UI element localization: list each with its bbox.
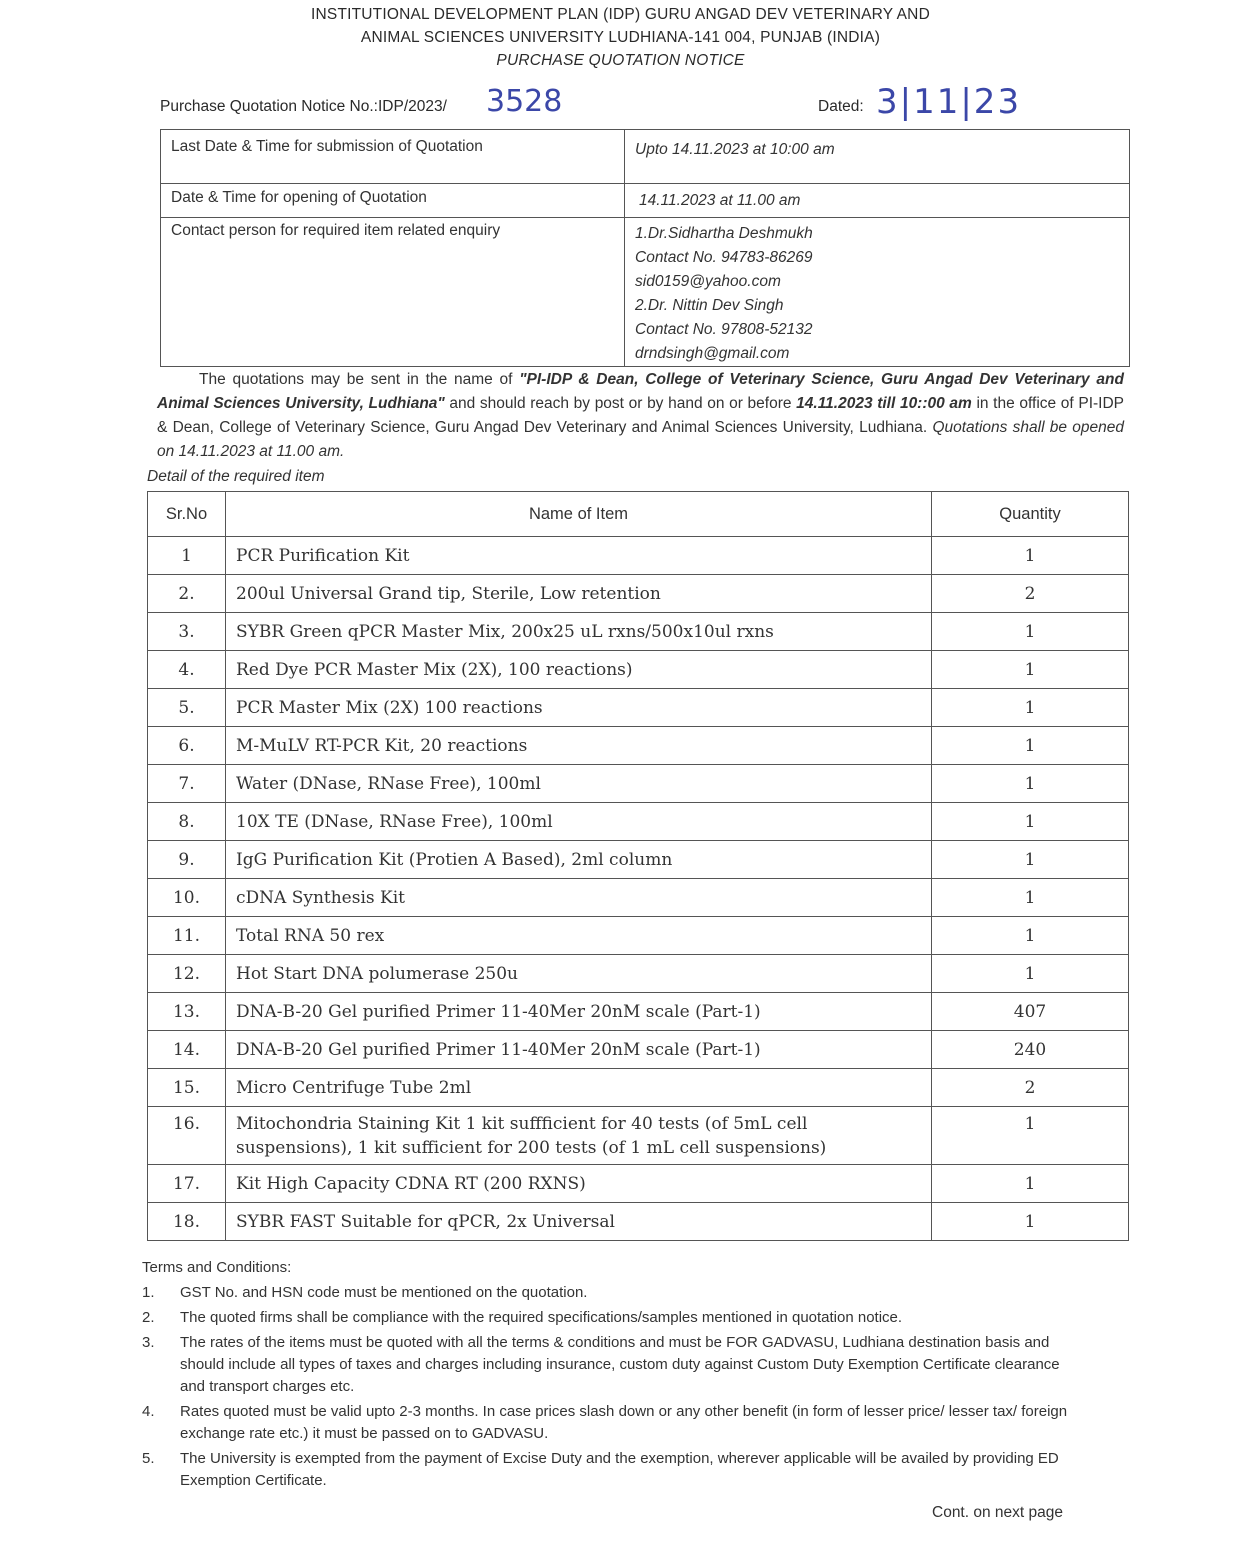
term-item [142, 1332, 1082, 1398]
item-row [148, 917, 1129, 955]
item-sr-no: 13. [148, 993, 226, 1031]
item-name: Micro Centrifuge Tube 2ml [226, 1069, 932, 1107]
terms-list [142, 1282, 1082, 1495]
item-name: IgG Purification Kit (Protien A Based), 2ml column [226, 841, 932, 879]
item-row [148, 765, 1129, 803]
item-quantity: 1 [932, 803, 1129, 841]
item-row [148, 575, 1129, 613]
item-quantity: 1 [932, 727, 1129, 765]
detail-label: Detail of the required item [147, 468, 325, 485]
item-name: Total RNA 50 rex [226, 917, 932, 955]
item-quantity: 2 [932, 1069, 1129, 1107]
contact-line: Contact No. 94783-86269 [635, 249, 813, 266]
item-sr-no: 16. [148, 1107, 226, 1165]
item-sr-no: 6. [148, 727, 226, 765]
item-sr-no: 12. [148, 955, 226, 993]
term-item [142, 1282, 1082, 1304]
header-name-of-item: Name of Item [226, 492, 932, 537]
item-quantity: 1 [932, 613, 1129, 651]
term-text: The rates of the items must be quoted with all the terms & conditions and must be FOR GADVASU, Ludhiana destination basis and should include all types of taxes and charges including insurance, custom duty against Custom Duty Exemption Certificate clearance and transport charges etc. [180, 1334, 1060, 1395]
item-quantity: 240 [932, 1031, 1129, 1069]
item-sr-no: 5. [148, 689, 226, 727]
info-value [625, 218, 1130, 367]
header-line-2: ANIMAL SCIENCES UNIVERSITY LUDHIANA-141 004, PUNJAB (INDIA) [360, 29, 881, 46]
item-name: DNA-B-20 Gel purified Primer 11-40Mer 20nM scale (Part-1) [226, 993, 932, 1031]
info-label: Date & Time for opening of Quotation [161, 184, 625, 218]
item-sr-no: 14. [148, 1031, 226, 1069]
term-number: 2. [142, 1309, 155, 1326]
header-quantity: Quantity [932, 492, 1129, 537]
item-quantity: 407 [932, 993, 1129, 1031]
items-header-row [148, 492, 1129, 537]
info-row [161, 218, 1130, 367]
dated-label: Dated: [818, 98, 864, 115]
item-row [148, 993, 1129, 1031]
item-sr-no: 17. [148, 1165, 226, 1203]
item-quantity: 1 [932, 651, 1129, 689]
item-quantity: 1 [932, 841, 1129, 879]
term-text: GST No. and HSN code must be mentioned on the quotation. [180, 1284, 588, 1301]
info-table [160, 129, 1130, 367]
items-table [147, 491, 1129, 1241]
header-line-1: INSTITUTIONAL DEVELOPMENT PLAN (IDP) GURU ANGAD DEV VETERINARY AND [311, 6, 930, 23]
item-quantity: 1 [932, 955, 1129, 993]
item-name: SYBR Green qPCR Master Mix, 200x25 uL rxns/500x10ul rxns [226, 613, 932, 651]
notice-number-handwritten: 3528 [486, 84, 563, 119]
item-row [148, 1107, 1129, 1165]
item-name: SYBR FAST Suitable for qPCR, 2x Universal [226, 1203, 932, 1241]
item-sr-no: 7. [148, 765, 226, 803]
item-row [148, 1203, 1129, 1241]
item-name: Hot Start DNA polumerase 250u [226, 955, 932, 993]
item-row [148, 651, 1129, 689]
item-name: PCR Purification Kit [226, 537, 932, 575]
term-text: The quoted firms shall be compliance with the required specifications/samples mentioned in quotation notice. [180, 1309, 903, 1326]
terms-heading: Terms and Conditions: [142, 1259, 292, 1276]
term-text: Rates quoted must be valid upto 2-3 months. In case prices slash down or any other benefit (in form of lesser price/ lesser tax/ foreign exchange rate etc.) it must be passed on to GADVASU. [180, 1403, 1068, 1442]
item-name-line: suspensions), 1 kit sufficient for 200 tests (of 1 mL cell suspensions) [236, 1138, 827, 1158]
item-sr-no: 3. [148, 613, 226, 651]
info-row [161, 130, 1130, 184]
term-number: 3. [142, 1334, 155, 1351]
header-sr-no: Sr.No [148, 492, 226, 537]
info-value [625, 130, 1130, 184]
contact-line: 2.Dr. Nittin Dev Singh [635, 297, 784, 314]
info-value-line: 14.11.2023 at 11.00 am [639, 192, 801, 209]
item-row [148, 955, 1129, 993]
contact-line: sid0159@yahoo.com [635, 273, 781, 290]
term-item [142, 1401, 1082, 1445]
item-name: 10X TE (DNase, RNase Free), 100ml [226, 803, 932, 841]
para-deadline: 14.11.2023 till 10::00 am [796, 395, 972, 412]
item-quantity: 1 [932, 917, 1129, 955]
para-text-2: and should reach by post or by hand on or before [444, 395, 797, 412]
term-number: 5. [142, 1450, 155, 1467]
quotation-paragraph [157, 368, 1124, 464]
item-sr-no: 18. [148, 1203, 226, 1241]
item-sr-no: 11. [148, 917, 226, 955]
item-quantity: 1 [932, 689, 1129, 727]
date-handwritten: 3|11|23 [876, 82, 1022, 122]
item-name: Red Dye PCR Master Mix (2X), 100 reactions) [226, 651, 932, 689]
item-row [148, 1031, 1129, 1069]
item-quantity: 2 [932, 575, 1129, 613]
info-value [625, 184, 1130, 218]
item-sr-no: 1 [148, 537, 226, 575]
item-row [148, 537, 1129, 575]
item-name: Kit High Capacity CDNA RT (200 RXNS) [226, 1165, 932, 1203]
item-quantity: 1 [932, 879, 1129, 917]
item-row [148, 689, 1129, 727]
item-sr-no: 2. [148, 575, 226, 613]
contact-line: drndsingh@gmail.com [635, 345, 790, 362]
item-quantity: 1 [932, 765, 1129, 803]
item-quantity: 1 [932, 1203, 1129, 1241]
item-name: DNA-B-20 Gel purified Primer 11-40Mer 20nM scale (Part-1) [226, 1031, 932, 1069]
item-sr-no: 10. [148, 879, 226, 917]
para-text-1: The quotations may be sent in the name of [199, 371, 520, 388]
item-row [148, 1069, 1129, 1107]
item-name: PCR Master Mix (2X) 100 reactions [226, 689, 932, 727]
item-quantity: 1 [932, 1165, 1129, 1203]
item-row [148, 1165, 1129, 1203]
item-sr-no: 8. [148, 803, 226, 841]
item-name: Water (DNase, RNase Free), 100ml [226, 765, 932, 803]
item-row [148, 841, 1129, 879]
item-row [148, 879, 1129, 917]
para-text-3: in the office of PI-IDP & Dean, College of Veterinary Science, Guru Angad Dev Veterinary and Animal Sciences University, Ludhiana. [157, 395, 1125, 436]
item-quantity: 1 [932, 1107, 1129, 1165]
item-name: M-MuLV RT-PCR Kit, 20 reactions [226, 727, 932, 765]
item-name-line: Mitochondria Staining Kit 1 kit suffficient for 40 tests (of 5mL cell [236, 1114, 808, 1134]
item-name: cDNA Synthesis Kit [226, 879, 932, 917]
item-sr-no: 4. [148, 651, 226, 689]
info-row [161, 184, 1130, 218]
item-quantity: 1 [932, 537, 1129, 575]
item-row [148, 613, 1129, 651]
header-line-3: PURCHASE QUOTATION NOTICE [496, 52, 745, 69]
item-sr-no: 15. [148, 1069, 226, 1107]
item-row [148, 727, 1129, 765]
continued-note: Cont. on next page [932, 1504, 1063, 1521]
term-text: The University is exempted from the payment of Excise Duty and the exemption, wherever applicable will be availed by providing ED Exemption Certificate. [180, 1450, 1059, 1489]
para-opening: Quotations shall be opened on 14.11.2023 at 11.00 am. [157, 419, 1124, 460]
item-sr-no: 9. [148, 841, 226, 879]
item-name [226, 1107, 932, 1165]
info-label: Last Date & Time for submission of Quotation [161, 130, 625, 184]
contact-line: Contact No. 97808-52132 [635, 321, 813, 338]
item-row [148, 803, 1129, 841]
term-number: 4. [142, 1403, 155, 1420]
contact-line: 1.Dr.Sidhartha Deshmukh [635, 225, 813, 242]
para-addressee: "PI-IDP & Dean, College of Veterinary Science, Guru Angad Dev Veterinary and Animal Sciences University, Ludhiana" [157, 371, 1124, 412]
term-number: 1. [142, 1284, 155, 1301]
term-item [142, 1307, 1082, 1329]
notice-number-label: Purchase Quotation Notice No.:IDP/2023/ [160, 98, 447, 115]
item-name: 200ul Universal Grand tip, Sterile, Low retention [226, 575, 932, 613]
info-value-line: Upto 14.11.2023 at 10:00 am [635, 141, 835, 158]
info-label: Contact person for required item related enquiry [161, 218, 625, 367]
term-item [142, 1448, 1082, 1492]
